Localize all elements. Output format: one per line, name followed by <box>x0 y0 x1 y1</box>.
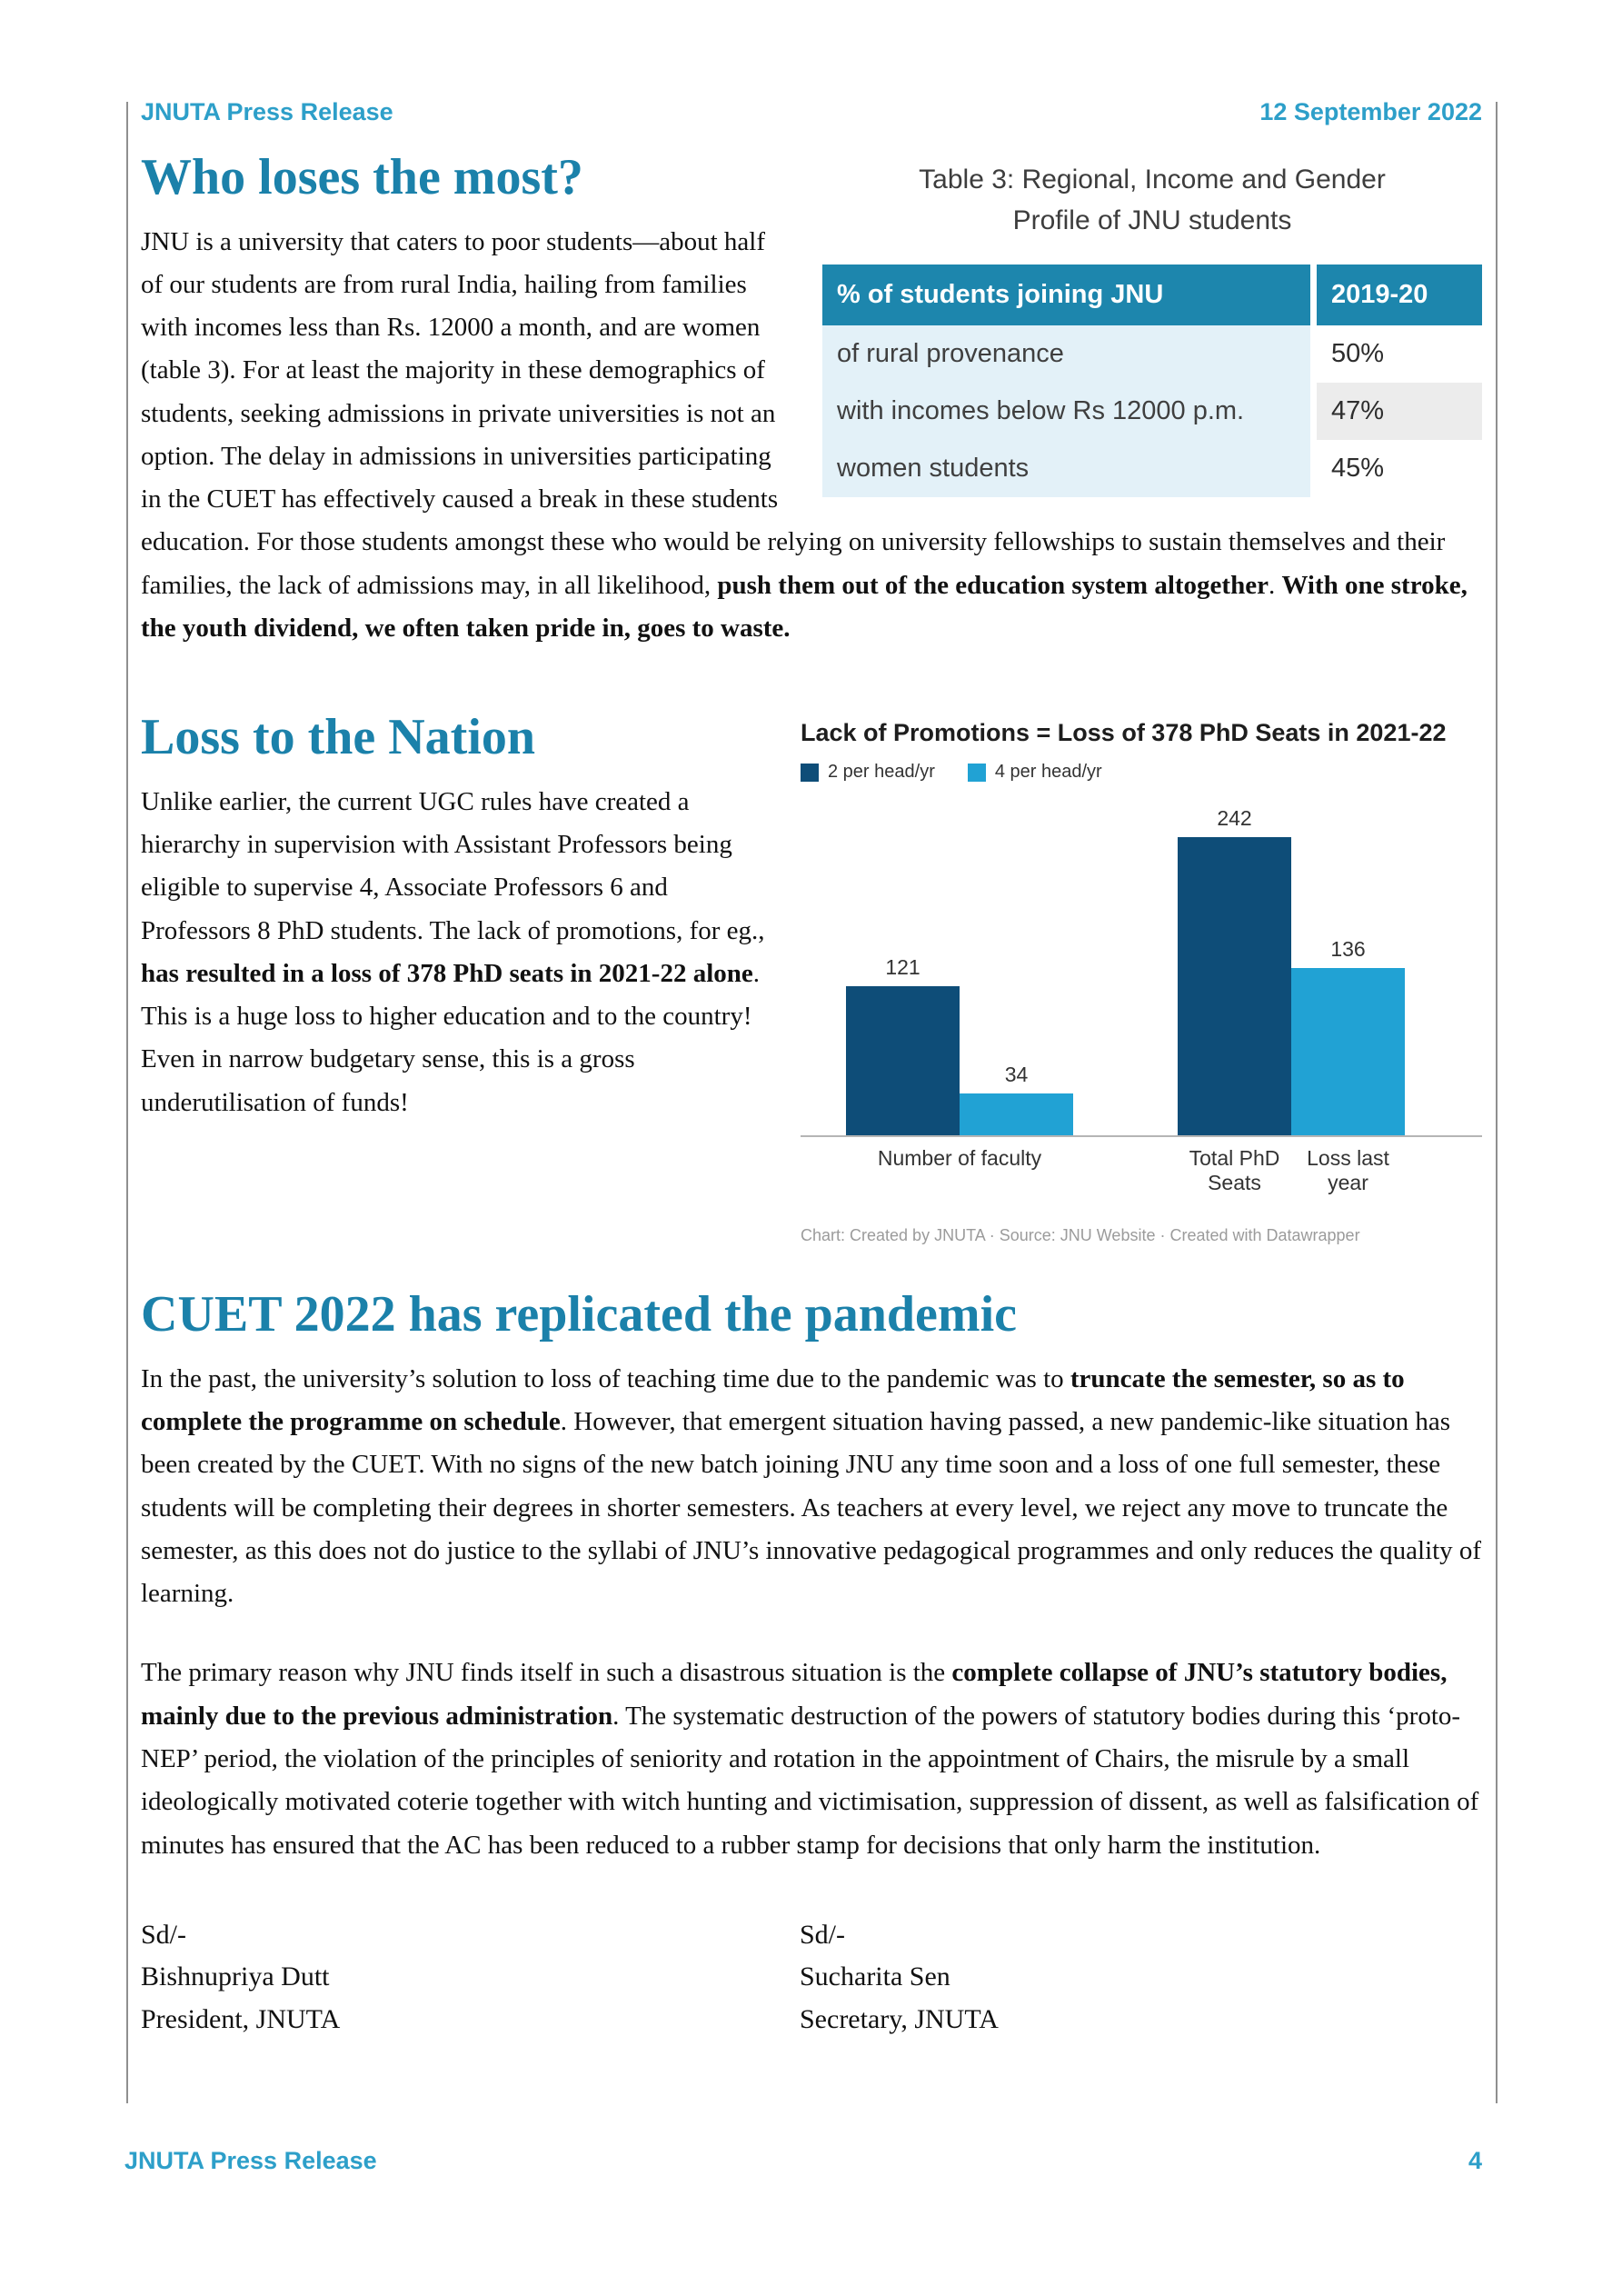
bar-chart-legend <box>801 762 1482 783</box>
left-page-rule <box>126 102 128 2103</box>
table-header-cell: 2019-20 <box>1310 265 1482 325</box>
signature-role: President, JNUTA <box>141 2003 341 2034</box>
table-cell-value: 45% <box>1310 440 1482 497</box>
table-header-cell: % of students joining JNU <box>822 265 1310 325</box>
table-cell-label: women students <box>822 440 1310 497</box>
bar-group <box>1178 806 1405 1135</box>
legend-label: 4 per head/yr <box>994 762 1102 783</box>
x-label-group <box>1178 1146 1405 1195</box>
bar-value-label: 34 <box>1004 1063 1029 1087</box>
header-date: 12 September 2022 <box>1259 98 1482 125</box>
page-content <box>141 98 1482 2041</box>
bar-group <box>846 955 1073 1135</box>
bar-chart-xlabels <box>801 1137 1482 1195</box>
section-heading: CUET 2022 has replicated the pandemic <box>141 1286 1017 1343</box>
table-cell-label: of rural provenance <box>822 325 1310 383</box>
page-header <box>141 98 1482 126</box>
section-loss-to-nation <box>141 710 1482 1263</box>
table3-title-line2: Profile of JNU students <box>1012 205 1292 235</box>
bar <box>960 1063 1073 1135</box>
table-row <box>822 325 1482 383</box>
signature-role: Secretary, JNUTA <box>800 2003 999 2034</box>
signature-name: Sucharita Sen <box>800 1962 950 1992</box>
body-paragraph: The primary reason why JNU finds itself in such a disastrous situation is the complete collapse of JNU’s statutory bodies, mainly due to the previous administration. The systematic destruction of the powers of statutory bodies during this ‘proto-NEP’ period, the violation of the principles of seniority and rotation in the appointment of Chairs, the misrule by a small ideologically motivated coterie together with witch hunting and victimisation, suppression of dissent, as well as falsification of minutes has ensured that the AC has been reduced to a rubber stamp for decisions that only harm the institution. <box>141 1658 1479 1860</box>
body-paragraph: JNU is a university that caters to poor students—about half of our students are from rural India, hailing from families with incomes less than Rs. 12000 a month, and are women (table 3). For at least the majority in these demographics of students, seeking admissions in private universities is not an option. The delay in admissions in universities participating in the CUET has effectively caused a break in these students education. For those students amongst these who would be relying on university fellowships to sustain themselves and their families, the lack of admissions may, in all likelihood, push them out of the education system altogether. With one stroke, the youth dividend, we often taken pride in, goes to waste. <box>141 226 1468 643</box>
bar-value-label: 136 <box>1330 937 1366 962</box>
signature-block <box>141 1914 1482 2041</box>
right-page-rule <box>1496 102 1498 2103</box>
table-cell-value: 47% <box>1310 383 1482 440</box>
x-axis-label: Number of faculty <box>877 1146 1042 1171</box>
table3-title-line1: Table 3: Regional, Income and Gender <box>919 165 1386 195</box>
signature-sd: Sd/- <box>141 1919 187 1950</box>
signature-sd: Sd/- <box>800 1919 846 1950</box>
table-row <box>822 440 1482 497</box>
chart-source: Chart: Created by JNUTA · Source: JNU Website · Created with Datawrapper <box>801 1226 1360 1245</box>
bar <box>846 955 960 1135</box>
table-header-row <box>822 265 1482 325</box>
page-footer <box>124 2147 1482 2175</box>
legend-item <box>801 762 935 783</box>
x-label-group <box>846 1146 1073 1195</box>
x-axis-label: Loss last year <box>1307 1146 1389 1195</box>
bar-value-label: 242 <box>1217 806 1252 831</box>
bar-chart-block <box>801 719 1482 1245</box>
section-heading: Who loses the most? <box>141 149 583 205</box>
table-row <box>822 383 1482 440</box>
signature-name: Bishnupriya Dutt <box>141 1962 330 1992</box>
table-cell-value: 50% <box>1310 325 1482 383</box>
table3-block <box>822 154 1482 497</box>
table3-title <box>822 159 1482 241</box>
legend-swatch <box>968 764 986 782</box>
legend-swatch <box>801 764 819 782</box>
bar <box>1178 806 1291 1135</box>
table-cell-label: with incomes below Rs 12000 p.m. <box>822 383 1310 440</box>
footer-title: JNUTA Press Release <box>124 2147 377 2174</box>
bar <box>1291 937 1405 1135</box>
signature-secretary <box>800 1914 1458 2041</box>
bar-value-label: 121 <box>885 955 920 980</box>
footer-page-number: 4 <box>1468 2147 1482 2174</box>
bar-chart-plot <box>801 783 1482 1137</box>
signature-president <box>141 1914 800 2041</box>
section-heading: Loss to the Nation <box>141 709 536 766</box>
body-paragraph: Unlike earlier, the current UGC rules have created a hierarchy in supervision with Assistant Professors being eligible to supervise 4, Associate Professors 6 and Professors 8 PhD students. The lack of promotions, for eg., has resulted in a loss of 378 PhD seats in 2021-22 alone. This is a huge loss to higher education and to the country! Even in narrow budgetary sense, this is a gross underutilisation of funds! <box>141 786 765 1117</box>
x-axis-label: Total PhD Seats <box>1189 1146 1280 1195</box>
legend-label: 2 per head/yr <box>828 762 935 783</box>
section-cuet <box>141 1287 1482 1867</box>
legend-item <box>968 762 1102 783</box>
table3 <box>822 265 1482 497</box>
chart-title: Lack of Promotions = Loss of 378 PhD Seats in 2021-22 <box>801 719 1447 747</box>
header-title: JNUTA Press Release <box>141 98 393 125</box>
body-paragraph: In the past, the university’s solution to loss of teaching time due to the pandemic was to truncate the semester, so as to complete the programme on schedule. However, that emergent situation having passed, a new pandemic-like situation has been created by the CUET. With no signs of the new batch joining JNU any time soon and a loss of one full semester, these students will be completing their degrees in shorter semesters. As teachers at every level, we reject any move to truncate the semester, as this does not do justice to the syllabi of JNU’s innovative pedagogical programmes and only reduces the quality of learning. <box>141 1363 1482 1609</box>
section-who-loses <box>141 150 1482 686</box>
